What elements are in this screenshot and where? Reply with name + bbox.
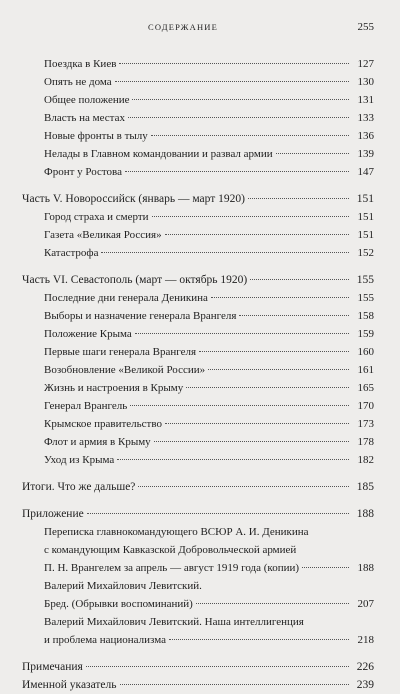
toc-entry-page: 136 bbox=[357, 130, 374, 142]
toc-entry-page: 182 bbox=[357, 454, 374, 466]
toc-entry-title: Выборы и назначение генерала Врангеля bbox=[44, 310, 237, 322]
leader-dots bbox=[208, 369, 349, 370]
toc-entry-page: 131 bbox=[357, 94, 374, 106]
leader-dots bbox=[211, 297, 349, 298]
toc-entry-page: 173 bbox=[357, 418, 374, 430]
toc-results-title: Итоги. Что же дальше? bbox=[22, 481, 136, 493]
toc-entry-title: Опять не дома bbox=[44, 76, 112, 88]
toc-entry-page: 147 bbox=[357, 166, 374, 178]
toc-entry[interactable] bbox=[22, 325, 374, 343]
leader-dots bbox=[120, 684, 349, 685]
toc-entry-title: Последние дни генерала Деникина bbox=[44, 292, 208, 304]
toc-results-page: 185 bbox=[356, 481, 374, 493]
toc-entry-title: Поездка в Киев bbox=[44, 58, 117, 70]
toc-index-title: Именной указатель bbox=[22, 679, 117, 691]
toc-entry[interactable] bbox=[22, 379, 374, 397]
toc-entry[interactable] bbox=[22, 343, 374, 361]
leader-dots bbox=[119, 63, 349, 64]
toc-entry-title: Катастрофа bbox=[44, 247, 99, 259]
toc-entry-title: Крымское правительство bbox=[44, 418, 162, 430]
leader-dots bbox=[151, 135, 349, 136]
toc-entry[interactable] bbox=[22, 73, 374, 91]
toc-entry[interactable] bbox=[22, 289, 374, 307]
toc-entry-title: Власть на местах bbox=[44, 112, 126, 124]
toc-entry[interactable] bbox=[22, 397, 374, 415]
toc-entry-page: 161 bbox=[357, 364, 374, 376]
toc-entry-page: 130 bbox=[357, 76, 374, 88]
toc-entry[interactable] bbox=[22, 433, 374, 451]
leader-dots bbox=[199, 351, 349, 352]
toc-entry[interactable] bbox=[22, 55, 374, 73]
toc-entry-page: 218 bbox=[357, 634, 374, 646]
leader-dots bbox=[276, 153, 349, 154]
toc-entry-title: Общее положение bbox=[44, 94, 130, 106]
toc-part-heading[interactable] bbox=[22, 658, 374, 676]
toc-entry[interactable] bbox=[22, 244, 374, 262]
toc-entry-page: 188 bbox=[357, 562, 374, 574]
toc-part-heading[interactable] bbox=[22, 505, 374, 523]
leader-dots bbox=[196, 603, 349, 604]
toc-entry[interactable] bbox=[22, 109, 374, 127]
leader-dots bbox=[248, 198, 349, 199]
leader-dots bbox=[115, 81, 349, 82]
toc-entry-page: 151 bbox=[357, 229, 374, 241]
toc-entry[interactable] bbox=[22, 415, 374, 433]
toc-entry-line: с командующим Кавказской Добровольческой армией bbox=[44, 544, 297, 556]
leader-dots bbox=[130, 405, 349, 406]
toc-entry[interactable] bbox=[22, 208, 374, 226]
toc-notes-page: 226 bbox=[356, 661, 374, 673]
toc-entry[interactable] bbox=[22, 226, 374, 244]
toc-entry-title: Город страха и смерти bbox=[44, 211, 149, 223]
leader-dots bbox=[135, 333, 349, 334]
toc-entry-line: и проблема национализма bbox=[44, 634, 166, 646]
toc-entry-title: Нелады в Главном командовании и развал армии bbox=[44, 148, 273, 160]
page-header bbox=[0, 22, 400, 36]
leader-dots bbox=[302, 567, 349, 568]
table-of-contents bbox=[22, 55, 374, 694]
leader-dots bbox=[152, 216, 349, 217]
toc-entry-page: 158 bbox=[357, 310, 374, 322]
toc-entry-title: Фронт у Ростова bbox=[44, 166, 122, 178]
toc-entry-page: 170 bbox=[357, 400, 374, 412]
toc-entry-page: 133 bbox=[357, 112, 374, 124]
leader-dots bbox=[138, 486, 349, 487]
toc-entry-title: Генерал Врангель bbox=[44, 400, 128, 412]
toc-entry[interactable] bbox=[22, 145, 374, 163]
toc-entry-line: Переписка главнокомандующего ВСЮР А. И. Деникина bbox=[44, 526, 309, 538]
toc-part-title: Часть VI. Севастополь (март — октябрь 1920) bbox=[22, 274, 248, 286]
toc-entry-page: 165 bbox=[357, 382, 374, 394]
toc-entry-title: Газета «Великая Россия» bbox=[44, 229, 162, 241]
toc-part-heading[interactable] bbox=[22, 478, 374, 496]
toc-entry-line: П. Н. Врангелем за апрель — август 1919 года (копии) bbox=[44, 562, 300, 574]
toc-index-page: 239 bbox=[356, 679, 374, 691]
leader-dots bbox=[186, 387, 349, 388]
running-head: СОДЕРЖАНИЕ bbox=[148, 22, 219, 32]
toc-entry-title: Возобновление «Великой России» bbox=[44, 364, 206, 376]
toc-entry-title: Положение Крыма bbox=[44, 328, 132, 340]
leader-dots bbox=[165, 423, 349, 424]
toc-entry[interactable] bbox=[22, 307, 374, 325]
leader-dots bbox=[87, 513, 349, 514]
toc-appendix-entry[interactable] bbox=[22, 577, 374, 613]
toc-entry-page: 139 bbox=[357, 148, 374, 160]
toc-part-heading[interactable] bbox=[22, 676, 374, 694]
leader-dots bbox=[117, 459, 349, 460]
toc-entry-title: Первые шаги генерала Врангеля bbox=[44, 346, 197, 358]
toc-entry-page: 127 bbox=[357, 58, 374, 70]
leader-dots bbox=[154, 441, 349, 442]
toc-entry-line: Бред. (Обрывки воспоминаний) bbox=[44, 598, 193, 610]
toc-entry-page: 159 bbox=[357, 328, 374, 340]
leader-dots bbox=[125, 171, 349, 172]
toc-entry-page: 178 bbox=[357, 436, 374, 448]
leader-dots bbox=[169, 639, 349, 640]
leader-dots bbox=[250, 279, 349, 280]
toc-part-heading[interactable] bbox=[22, 190, 374, 208]
toc-entry-page: 151 bbox=[357, 211, 374, 223]
page-number: 255 bbox=[357, 21, 374, 33]
toc-entry[interactable] bbox=[22, 127, 374, 145]
toc-entry-title: Жизнь и настроения в Крыму bbox=[44, 382, 184, 394]
toc-entry-page: 160 bbox=[357, 346, 374, 358]
toc-entry[interactable] bbox=[22, 163, 374, 181]
toc-part-page: 151 bbox=[356, 193, 374, 205]
leader-dots bbox=[101, 252, 349, 253]
leader-dots bbox=[239, 315, 349, 316]
toc-entry-page: 207 bbox=[357, 598, 374, 610]
toc-entry-page: 152 bbox=[357, 247, 374, 259]
toc-part-page: 155 bbox=[356, 274, 374, 286]
leader-dots bbox=[132, 99, 349, 100]
leader-dots bbox=[128, 117, 349, 118]
toc-part-heading[interactable] bbox=[22, 271, 374, 289]
toc-entry[interactable] bbox=[22, 91, 374, 109]
toc-notes-title: Примечания bbox=[22, 661, 83, 673]
toc-appendix-title: Приложение bbox=[22, 508, 84, 520]
toc-entry-page: 155 bbox=[357, 292, 374, 304]
toc-entry-line: Валерий Михайлович Левитский. bbox=[44, 580, 202, 592]
toc-appendix-entry[interactable] bbox=[22, 523, 374, 577]
toc-entry-line: Валерий Михайлович Левитский. Наша интеллигенция bbox=[44, 616, 304, 628]
toc-entry-title: Уход из Крыма bbox=[44, 454, 115, 466]
toc-part-title: Часть V. Новороссийск (январь — март 1920) bbox=[22, 193, 245, 205]
toc-appendix-page: 188 bbox=[356, 508, 374, 520]
toc-appendix-entry[interactable] bbox=[22, 613, 374, 649]
leader-dots bbox=[165, 234, 349, 235]
toc-entry-title: Новые фронты в тылу bbox=[44, 130, 148, 142]
toc-entry[interactable] bbox=[22, 451, 374, 469]
leader-dots bbox=[86, 666, 349, 667]
toc-entry-title: Флот и армия в Крыму bbox=[44, 436, 151, 448]
toc-entry[interactable] bbox=[22, 361, 374, 379]
